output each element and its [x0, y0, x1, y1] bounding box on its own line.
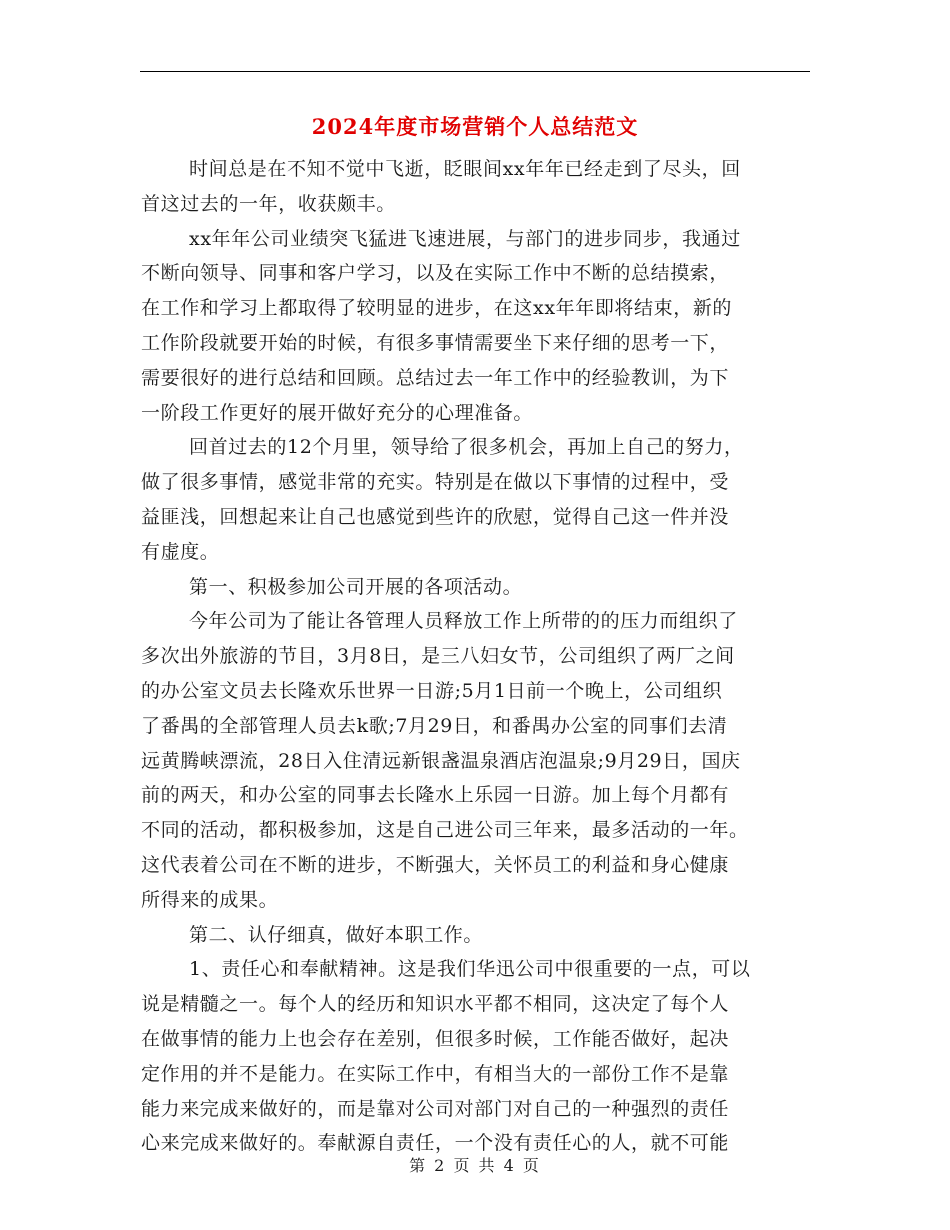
text-line: 在做事情的能力上也会存在差别，但很多时候，工作能否做好，起决 [141, 1027, 730, 1050]
text-line: 这代表着公司在不断的进步，不断强大，关怀员工的利益和身心健康 [141, 853, 730, 876]
text-line: 一阶段工作更好的展开做好充分的心理准备。 [141, 401, 534, 424]
section-heading-1 [141, 570, 811, 605]
text-line: 所得来的成果。 [141, 888, 279, 911]
page-number: 第 2 页 共 4 页 [409, 1156, 541, 1175]
text-line: 有虚度。 [141, 540, 220, 563]
section-heading-2 [141, 918, 811, 953]
text-line: 时间总是在不知不觉中飞逝，眨眼间xx年年已经走到了尽头，回 [189, 158, 741, 180]
text-line: 需要很好的进行总结和回顾。总结过去一年工作中的经验教训，为下 [141, 366, 730, 389]
text-line: 了番禺的全部管理人员去k歌;7月29日，和番禺办公室的同事们去清 [141, 714, 728, 737]
text-line: 心来完成来做好的。奉献源自责任，一个没有责任心的人，就不可能 [141, 1132, 730, 1155]
header-rule [140, 71, 810, 72]
text-line: 远黄腾峡漂流，28日入住清远新银盏温泉酒店泡温泉;9月29日，国庆 [141, 749, 741, 772]
document-title: 2024年度市场营销个人总结范文 [311, 114, 639, 139]
text-line: 能力来完成来做好的，而是靠对公司对部门对自己的一种强烈的责任 [141, 1097, 730, 1120]
text-line: 的办公室文员去长隆欢乐世界一日游;5月1日前一个晚上，公司组织 [141, 679, 723, 702]
paragraph-intro [141, 152, 811, 222]
text-line: xx年年公司业绩突飞猛进飞速进展，与部门的进步同步，我通过 [189, 227, 741, 250]
text-line: 在工作和学习上都取得了较明显的进步，在这xx年年即将结束，新的 [141, 297, 733, 320]
text-line: 回首过去的12个月里，领导给了很多机会，再加上自己的努力， [189, 436, 744, 459]
text-line: 益匪浅，回想起来让自己也感觉到些许的欣慰，觉得自己这一件并没 [141, 505, 730, 528]
text-line: 不断向领导、同事和客户学习，以及在实际工作中不断的总结摸索， [141, 262, 730, 285]
text-line: 工作阶段就要开始的时候，有很多事情需要坐下来仔细的思考一下， [141, 331, 730, 354]
text-line: 今年公司为了能让各管理人员释放工作上所带的的压力而组织了 [189, 610, 738, 633]
text-line: 前的两天，和办公室的同事去长隆水上乐园一日游。加上每个月都有 [141, 784, 730, 807]
paragraph-review [141, 430, 811, 569]
text-line: 说是精髓之一。每个人的经历和知识水平都不相同，这决定了每个人 [141, 993, 730, 1016]
text-line: 多次出外旅游的节目，3月8日，是三八妇女节，公司组织了两厂之间 [141, 645, 735, 668]
text-line: 定作用的并不是能力。在实际工作中，有相当大的一部份工作不是靠 [141, 1062, 730, 1085]
text-line: 第一、积极参加公司开展的各项活动。 [189, 575, 523, 598]
document-body [141, 152, 811, 1161]
text-line: 做了很多事情，感觉非常的充实。特别是在做以下事情的过程中，受 [141, 471, 730, 494]
text-line: 不同的活动，都积极参加，这是自己进公司三年来，最多活动的一年。 [141, 819, 749, 842]
text-line: 第二、认仔细真，做好本职工作。 [189, 923, 484, 946]
paragraph-activities [141, 604, 811, 917]
paragraph-responsibility [141, 952, 811, 1161]
text-line: 1、责任心和奉献精神。这是我们华迅公司中很重要的一点，可以 [189, 958, 751, 981]
text-line: 首这过去的一年，收获颇丰。 [141, 192, 396, 215]
paragraph-progress [141, 222, 811, 431]
